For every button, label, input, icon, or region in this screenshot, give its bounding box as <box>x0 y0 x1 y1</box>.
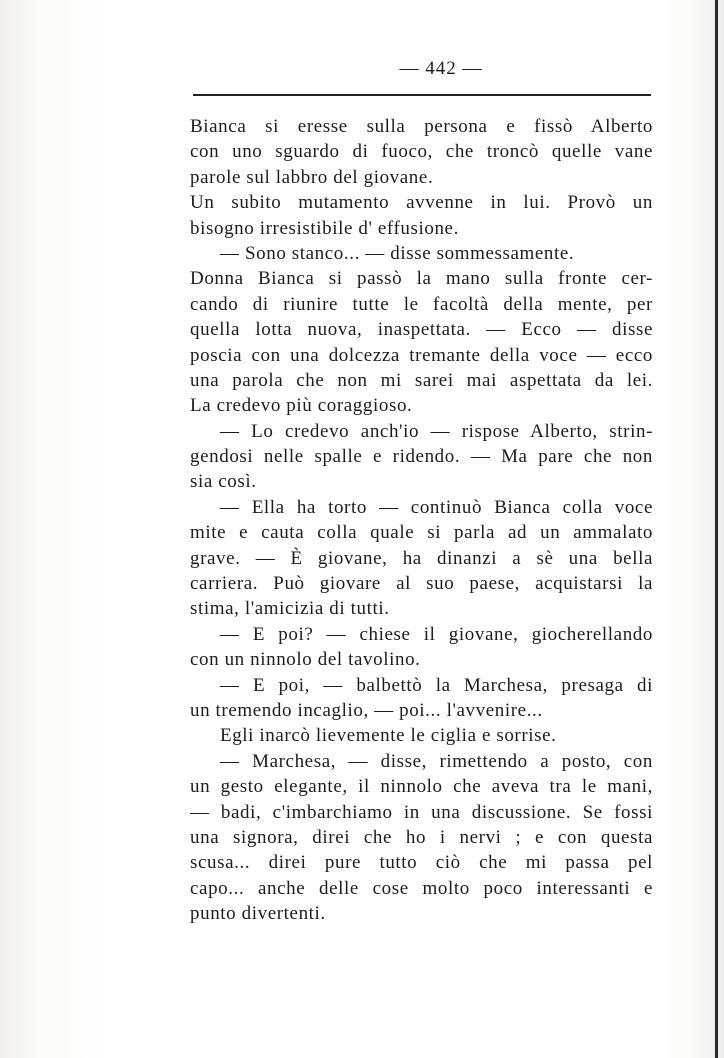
text-line: una parola che non mi sarei mai aspettata da lei. <box>190 369 653 391</box>
text-line: Bianca si eresse sulla persona e fissò Alberto <box>190 116 653 137</box>
text-line: scusa... direi pure tutto ciò che mi passa pel <box>190 852 653 874</box>
text-line: punto divertenti. <box>190 903 326 925</box>
text-line: carriera. Può giovare al suo paese, acquistarsi la <box>190 573 653 595</box>
page-number: — 442 — <box>399 58 483 79</box>
text-line: stima, l'amicizia di tutti. <box>190 598 390 620</box>
text-line: Un subito mutamento avvenne in lui. Provò un <box>190 192 653 214</box>
body-text <box>190 114 653 927</box>
text-line: — Ella ha torto — continuò Bianca colla voce <box>220 496 653 518</box>
text-line: parole sul labbro del giovane. <box>190 166 434 188</box>
page-edge-shadow <box>715 0 718 1058</box>
text-line: — badi, c'imbarchiamo in una discussione. Se fossi <box>190 801 653 823</box>
page-header <box>190 58 652 80</box>
text-line: La credevo più coraggioso. <box>190 395 413 417</box>
text-line: Donna Bianca si passò la mano sulla fronte cer- <box>190 268 653 290</box>
text-line: — E poi, — balbettò la Marchesa, presaga di <box>220 674 653 696</box>
text-line: capo... anche delle cose molto poco interessanti e <box>190 877 653 899</box>
text-line: grave. — È giovane, ha dinanzi a sè una bella <box>190 547 653 569</box>
text-line: bisogno irresistibile d' effusione. <box>190 217 459 239</box>
text-line: con uno sguardo di fuoco, che troncò quelle vane <box>190 141 653 163</box>
text-line: un gesto elegante, il ninnolo che aveva tra le mani, <box>190 776 653 798</box>
text-line: un tremendo incaglio, — poi... l'avvenire... <box>190 699 543 721</box>
text-line: gendosi nelle spalle e ridendo. — Ma pare che non <box>190 446 653 468</box>
text-line: quella lotta nuova, inaspettata. — Ecco — disse <box>190 319 653 341</box>
header-rule <box>193 94 651 96</box>
text-line: — E poi? — chiese il giovane, giocherellando <box>220 623 653 645</box>
text-line: sia così. <box>190 471 257 493</box>
text-line: con un ninnolo del tavolino. <box>190 649 421 671</box>
text-line: — Sono stanco... — disse sommessamente. <box>220 242 575 264</box>
text-line: poscia con una dolcezza tremante della voce — ecco <box>190 344 653 366</box>
text-line: cando di riunire tutte le facoltà della mente, per <box>190 293 653 315</box>
text-line: — Lo credevo anch'io — rispose Alberto, strin- <box>220 420 653 442</box>
text-line: mite e cauta colla quale si parla ad un ammalato <box>190 522 653 544</box>
text-line: Egli inarcò lievemente le ciglia e sorrise. <box>220 725 557 747</box>
text-line: una signora, direi che ho i nervi ; e con questa <box>190 826 653 848</box>
text-line: — Marchesa, — disse, rimettendo a posto, con <box>220 750 653 772</box>
